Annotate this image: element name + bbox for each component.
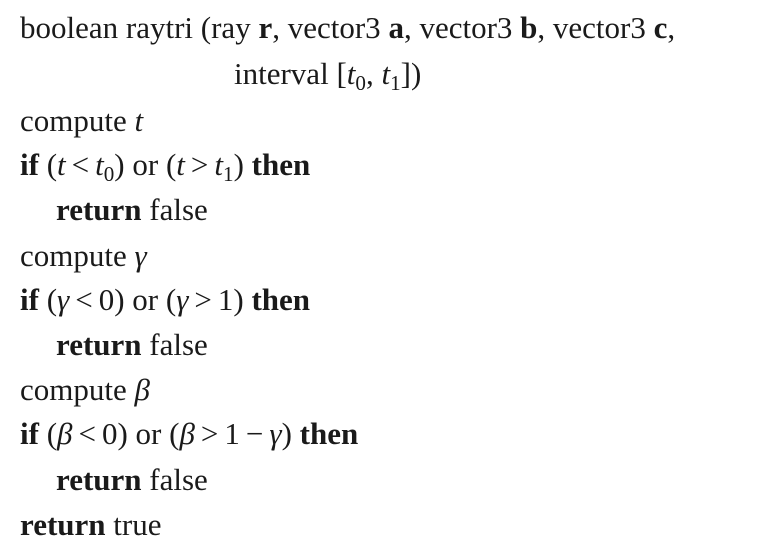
true-value: true: [113, 507, 162, 542]
false-value: false: [149, 462, 208, 497]
compute-beta-line: [20, 370, 150, 410]
gt-operator: >: [194, 282, 212, 317]
var-beta: β: [134, 372, 150, 407]
var-gamma: γ: [269, 416, 282, 451]
return-type: boolean: [20, 10, 119, 45]
param-2-name: a: [388, 10, 404, 45]
false-value: false: [149, 327, 208, 362]
if-t-line: if $(t < t_0)$ or $(t > t_1)$ then: [20, 147, 311, 186]
lt-operator: <: [71, 147, 90, 182]
param-3-name: b: [520, 10, 538, 45]
param-4-type: vector3: [552, 10, 646, 45]
if-beta-line: if (β < 0) or (β > 1 − γ) then: [20, 416, 359, 451]
lt-operator: <: [75, 282, 93, 317]
param-1-name: r: [258, 10, 273, 45]
var-gamma: γ: [176, 282, 189, 317]
return-false-line-2: [56, 325, 208, 365]
t1: t: [214, 147, 224, 182]
one: 1: [224, 416, 240, 451]
if-gamma-line: if (γ < 0) or (γ > 1) then: [20, 282, 311, 317]
gt-operator: >: [200, 416, 219, 451]
return-keyword: return: [56, 327, 142, 362]
return-false-line-1: [56, 190, 208, 230]
return-keyword: return: [20, 507, 106, 542]
interval-t1: t: [381, 56, 391, 91]
minus-operator: −: [245, 416, 264, 451]
signature-line-1: boolean raytri (ray r, vector3 a, vector3 b, vector3 c,: [20, 10, 676, 45]
or-keyword: or: [132, 282, 159, 317]
interval-t0-sub: 0: [355, 70, 366, 95]
then-keyword: then: [251, 282, 311, 317]
or-keyword: or: [132, 147, 159, 182]
var-t: t: [57, 147, 66, 182]
if-keyword: if: [20, 416, 39, 451]
t0-sub: 0: [103, 161, 115, 186]
var-t: t: [176, 147, 185, 182]
if-keyword: if: [20, 282, 39, 317]
compute-keyword: compute: [20, 372, 127, 407]
one: 1: [217, 282, 234, 317]
var-t: t: [134, 103, 144, 138]
var-beta: β: [57, 416, 73, 451]
gt-operator: >: [190, 147, 209, 182]
param-4-name: c: [653, 10, 668, 45]
compute-keyword: compute: [20, 238, 127, 273]
then-keyword: then: [299, 416, 359, 451]
compute-gamma-line: [20, 236, 147, 276]
return-keyword: return: [56, 462, 142, 497]
false-value: false: [149, 192, 208, 227]
compute-t-line: [20, 101, 143, 141]
interval-t1-sub: 1: [390, 70, 401, 95]
compute-keyword: compute: [20, 103, 127, 138]
open-paren: (: [200, 10, 212, 45]
param-2-type: vector3: [287, 10, 381, 45]
function-name: raytri: [125, 10, 194, 45]
return-keyword: return: [56, 192, 142, 227]
var-gamma: γ: [57, 282, 70, 317]
t0: t: [95, 147, 104, 182]
if-keyword: if: [20, 147, 39, 182]
zero: 0: [98, 282, 115, 317]
then-keyword: then: [251, 147, 311, 182]
var-beta: β: [179, 416, 195, 451]
return-true-line: [20, 505, 161, 545]
t1-sub: 1: [223, 161, 234, 186]
lt-operator: <: [78, 416, 96, 451]
or-keyword: or: [135, 416, 162, 451]
close-paren: ): [410, 56, 422, 91]
param-5-type: interval: [234, 56, 329, 91]
zero: 0: [101, 416, 118, 451]
interval-t0: t: [346, 56, 356, 91]
param-1-type: ray: [211, 10, 251, 45]
return-false-line-3: [56, 460, 208, 500]
signature-line-2: interval [$t_0$, $t_1$]): [234, 56, 422, 95]
param-3-type: vector3: [419, 10, 513, 45]
var-gamma: γ: [134, 238, 147, 273]
